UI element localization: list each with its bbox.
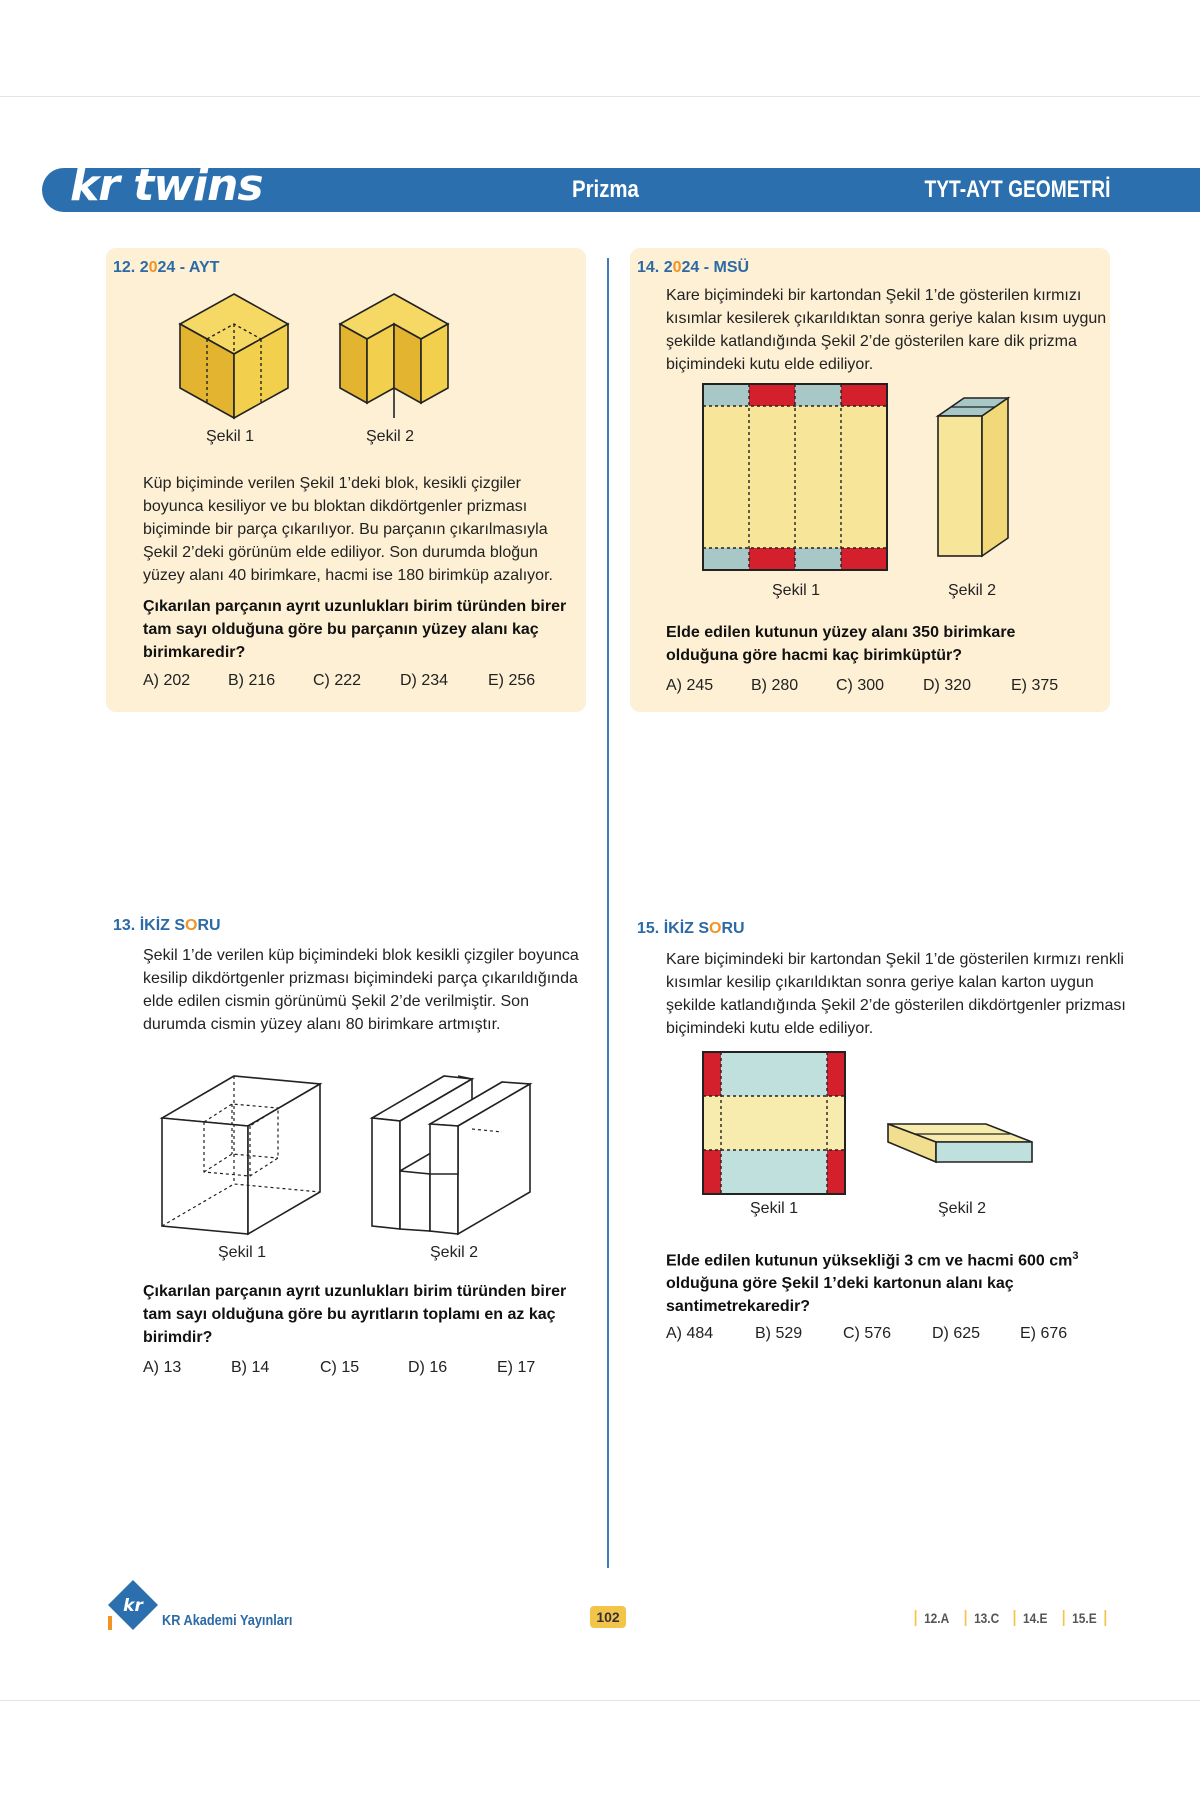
q15-option-e[interactable]: E) 676 <box>1020 1325 1068 1342</box>
page-top-edge <box>0 96 1200 97</box>
answer-14: 14.E <box>1014 1610 1055 1626</box>
q14-figure-2 <box>936 396 1010 558</box>
q12-figure-2-caption: Şekil 2 <box>366 428 415 445</box>
kr-akademi-logo-icon <box>104 1578 162 1634</box>
q15-figure-2 <box>886 1120 1034 1164</box>
q13-figure-1 <box>160 1064 322 1236</box>
q15-question: Elde edilen kutunun yüksekliği 3 cm ve hacmi 600 $cm^3$ olduğuna göre Şekil 1’deki kartonun alanı kaç santimetrekaredir? <box>666 1250 1079 1316</box>
q14-options <box>666 677 1058 695</box>
q12-option-a[interactable]: A) 202 <box>143 672 191 689</box>
q14-option-e[interactable]: E) 375 <box>1011 677 1059 694</box>
logo: kr twins <box>70 160 263 211</box>
q15-text: Kare biçimindeki bir kartondan Şekil 1’de gösterilen kırmızı renkli kısımlar kesilip çıkarıldıktan sonra geriye kalan karton uygun şekilde katlandığında Şekil 2’de gösterilen dikdörtgenler prizması biçimindeki kutu elde ediliyor. <box>666 951 1126 1037</box>
q15-options <box>666 1325 1067 1343</box>
page-number: 102 <box>590 1606 626 1628</box>
q12-options <box>143 672 535 690</box>
q12-option-c[interactable]: C) 222 <box>313 672 362 689</box>
q14-text: Kare biçimindeki bir kartondan Şekil 1’de gösterilen kırmızı kısımlar kesilerek çıkarıldıktan sonra geriye kalan kısım uygun şekilde katlandığında Şekil 2’de gösterilen kare dik prizma biçimindeki kutu elde ediliyor. <box>666 287 1107 373</box>
q13-figure-1-caption: Şekil 1 <box>218 1244 267 1261</box>
q13-option-a[interactable]: A) 13 <box>143 1359 182 1376</box>
q12-option-b[interactable]: B) 216 <box>228 672 276 689</box>
q13-figure-2-caption: Şekil 2 <box>430 1244 479 1261</box>
footer-brand: KR Akademi Yayınları <box>162 1612 293 1629</box>
q12-option-d[interactable]: D) 234 <box>400 672 449 689</box>
q13-option-e[interactable]: E) 17 <box>497 1359 536 1376</box>
q13-text: Şekil 1’de verilen küp biçimindeki blok kesikli çizgiler boyunca kesilip dikdörtgenler prizması biçimindeki parça çıkarıldığında elde edilen cismin görünümü Şekil 2’de verilmiştir. Son durumda cismin yüzey alanı 80 birimkare artmıştır. <box>143 947 579 1033</box>
question-14-number: 14. 2024 - MSÜ <box>637 259 750 276</box>
answer-15: 15.E <box>1063 1610 1106 1626</box>
q15-option-d[interactable]: D) 625 <box>932 1325 981 1342</box>
q12-text: Küp biçiminde verilen Şekil 1’deki blok, kesikli çizgiler boyunca kesiliyor ve bu bloktan dikdörtgenler prizması biçiminde bir parça çıkarılıyor. Bu parçanın çıkarılmasıyla Şekil 2’deki görünüm elde ediliyor. Son durumda bloğun yüzey alanı 40 birimkare, hacmi ise 180 birimküp azalıyor. <box>143 475 553 584</box>
page-title: Prizma <box>572 176 639 203</box>
q13-option-c[interactable]: C) 15 <box>320 1359 360 1376</box>
q12-figure-1-caption: Şekil 1 <box>206 428 255 445</box>
q15-figure-2-caption: Şekil 2 <box>938 1200 987 1217</box>
column-divider <box>607 258 609 1568</box>
q13-option-b[interactable]: B) 14 <box>231 1359 270 1376</box>
answer-12: 12.A <box>915 1610 957 1626</box>
page-bottom-edge <box>0 1700 1200 1701</box>
q14-option-d[interactable]: D) 320 <box>923 677 972 694</box>
q12-figure-2 <box>334 290 454 425</box>
q14-figure-1-caption: Şekil 1 <box>772 582 821 599</box>
q15-option-a[interactable]: A) 484 <box>666 1325 714 1342</box>
q14-option-b[interactable]: B) 280 <box>751 677 799 694</box>
svg-text:kr: kr <box>123 1596 143 1616</box>
q14-question: Elde edilen kutunun yüzey alanı 350 birimkare olduğuna göre hacmi kaç birimküptür? <box>666 624 1016 664</box>
answer-key <box>911 1610 1110 1626</box>
subject-title: TYT-AYT GEOMETRİ <box>924 176 1110 203</box>
answer-13: 13.C <box>965 1610 1007 1626</box>
q13-question: Çıkarılan parçanın ayrıt uzunlukları birim türünden birer tam sayı olduğuna göre bu ayrıtların toplamı en az kaç birimdir? <box>143 1283 567 1346</box>
q15-option-c[interactable]: C) 576 <box>843 1325 892 1342</box>
q12-question: Çıkarılan parçanın ayrıt uzunlukları birim türünden birer tam sayı olduğuna göre bu parçanın yüzey alanı kaç birimkaredir? <box>143 598 567 661</box>
q14-option-c[interactable]: C) 300 <box>836 677 885 694</box>
q13-options <box>143 1359 535 1377</box>
q14-figure-1 <box>703 384 887 570</box>
q14-option-a[interactable]: A) 245 <box>666 677 714 694</box>
question-15-number: 15. İKİZ SORU <box>637 920 745 937</box>
q12-option-e[interactable]: E) 256 <box>488 672 536 689</box>
q14-figure-2-caption: Şekil 2 <box>948 582 997 599</box>
q13-figure-2 <box>370 1064 532 1236</box>
question-13-number: 13. İKİZ SORU <box>113 917 221 934</box>
q12-figure-1 <box>174 290 294 425</box>
q13-option-d[interactable]: D) 16 <box>408 1359 448 1376</box>
q15-option-b[interactable]: B) 529 <box>755 1325 803 1342</box>
q15-figure-1 <box>703 1052 845 1194</box>
q15-figure-1-caption: Şekil 1 <box>750 1200 799 1217</box>
question-12-number: 12. 2024 - AYT <box>113 259 220 276</box>
